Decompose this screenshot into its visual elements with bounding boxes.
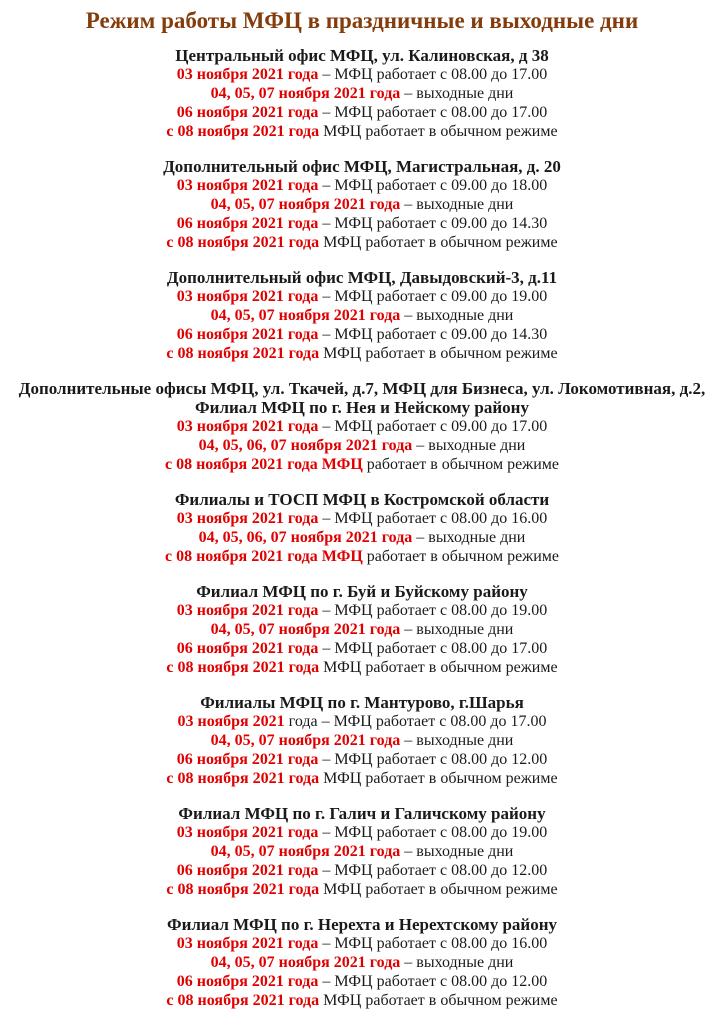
schedule-row [6,620,718,639]
office-heading [6,490,718,509]
office-heading-line: Филиалы МФЦ по г. Мантурово, г.Шарья [200,693,524,712]
schedule-row [6,436,718,455]
schedule-date: 06 ноября 2021 года [176,973,319,990]
schedule-date: 04, 05, 07 ноября 2021 года [210,196,401,213]
schedule-row [6,823,718,842]
schedule-date: с 08 ноября 2021 года [166,234,320,251]
schedule-row [6,287,718,306]
schedule-text: – выходные дни [400,621,514,638]
schedule-row [6,750,718,769]
office-heading [6,804,718,823]
schedule-date: 03 ноября 2021 года [176,602,319,619]
schedule-text: МФЦ работает в обычном режиме [319,770,558,787]
schedule-date: 03 ноября 2021 года [176,288,319,305]
page-title: Режим работы МФЦ в праздничные и выходные дни [85,8,639,33]
schedule-text: – МФЦ работает с 08.00 до 16.00 [318,510,548,527]
schedule-text: – МФЦ работает с 08.00 до 12.00 [318,862,548,879]
schedule-date: 03 ноября 2021 года [176,66,319,83]
schedule-text: – МФЦ работает с 08.00 до 12.00 [318,751,548,768]
schedule-date: 06 ноября 2021 года [176,862,319,879]
schedule-text: – выходные дни [400,954,514,971]
schedule-date: 04, 05, 07 ноября 2021 года [210,954,401,971]
schedule-text: – выходные дни [412,437,526,454]
schedule-row [6,880,718,899]
schedule-date: с 08 ноября 2021 года [166,345,320,362]
schedule-date: с 08 ноября 2021 года [166,881,320,898]
schedule-row [6,344,718,363]
schedule-date: с 08 ноября 2021 года МФЦ [164,456,363,473]
schedule-row [6,176,718,195]
office-heading [6,915,718,934]
schedule-row [6,547,718,566]
schedule-date: 03 ноября 2021 [177,713,285,730]
schedule-row [6,769,718,788]
office-section [6,379,718,474]
office-heading-line: Филиал МФЦ по г. Галич и Галичскому району [178,804,546,823]
schedule-text: – МФЦ работает с 08.00 до 19.00 [318,824,548,841]
schedule-date: 06 ноября 2021 года [176,215,319,232]
schedule-date: с 08 ноября 2021 года [166,123,320,140]
schedule-text: МФЦ работает в обычном режиме [319,992,558,1009]
schedule-date: 06 ноября 2021 года [176,326,319,343]
schedule-row [6,731,718,750]
schedule-text: МФЦ работает в обычном режиме [319,123,558,140]
office-heading-line: Филиал МФЦ по г. Нерехта и Нерехтскому району [167,915,557,934]
schedule-row [6,934,718,953]
schedule-text: – МФЦ работает с 09.00 до 14.30 [318,215,548,232]
office-heading [6,379,718,417]
schedule-text: МФЦ работает в обычном режиме [319,881,558,898]
schedule-date: 06 ноября 2021 года [176,640,319,657]
schedule-text: – МФЦ работает с 09.00 до 18.00 [318,177,548,194]
office-section [6,490,718,566]
schedule-row [6,658,718,677]
schedule-row [6,528,718,547]
schedule-row [6,509,718,528]
schedule-row [6,84,718,103]
schedule-date: 03 ноября 2021 года [176,824,319,841]
schedule-date: 03 ноября 2021 года [176,935,319,952]
office-heading [6,157,718,176]
schedule-row [6,455,718,474]
schedule-row [6,972,718,991]
schedule-date: 04, 05, 06, 07 ноября 2021 года [198,529,413,546]
office-heading-line: Дополнительные офисы МФЦ, ул. Ткачей, д.7, МФЦ для Бизнеса, ул. Локомотивная, д.2, [18,379,706,398]
schedule-text: – МФЦ работает с 08.00 до 17.00 [318,66,548,83]
schedule-text: – МФЦ работает с 09.00 до 19.00 [318,288,548,305]
office-heading [6,46,718,65]
schedule-date: 04, 05, 07 ноября 2021 года [210,732,401,749]
schedule-text: МФЦ работает в обычном режиме [319,345,558,362]
schedule-row [6,306,718,325]
schedule-text: – выходные дни [412,529,526,546]
schedule-row [6,601,718,620]
schedule-text: – выходные дни [400,85,514,102]
schedule-text: – МФЦ работает с 08.00 до 17.00 [318,104,548,121]
schedule-date: 04, 05, 06, 07 ноября 2021 года [198,437,413,454]
schedule-date: 06 ноября 2021 года [176,104,319,121]
office-heading [6,693,718,712]
office-heading [6,268,718,287]
office-heading-line: Филиал МФЦ по г. Буй и Буйскому району [196,582,528,601]
office-heading-line: Дополнительный офис МФЦ, Магистральная, д. 20 [163,157,561,176]
schedule-text: – МФЦ работает с 09.00 до 17.00 [318,418,548,435]
office-section [6,582,718,677]
schedule-row [6,842,718,861]
schedule-text: – выходные дни [400,196,514,213]
schedule-text: – выходные дни [400,843,514,860]
schedule-row [6,712,718,731]
schedule-date: с 08 ноября 2021 года [166,770,320,787]
schedule-date: 04, 05, 07 ноября 2021 года [210,843,401,860]
schedule-date: 03 ноября 2021 года [176,177,319,194]
schedule-date: 03 ноября 2021 года [176,418,319,435]
schedule-date: 04, 05, 07 ноября 2021 года [210,85,401,102]
office-section [6,804,718,899]
schedule-row [6,214,718,233]
schedule-text: – МФЦ работает с 08.00 до 12.00 [318,973,548,990]
schedule-row [6,953,718,972]
office-heading-line: Дополнительный офис МФЦ, Давыдовский-3, д.11 [166,268,558,287]
schedule-date: с 08 ноября 2021 года МФЦ [164,548,363,565]
schedule-text: – МФЦ работает с 08.00 до 17.00 [318,640,548,657]
office-heading-line: Филиал МФЦ по г. Нея и Нейскому району [195,398,529,417]
office-section [6,693,718,788]
schedule-row [6,103,718,122]
schedule-text: работает в обычном режиме [362,548,560,565]
schedule-text: МФЦ работает в обычном режиме [319,234,558,251]
schedule-date: 04, 05, 07 ноября 2021 года [210,307,401,324]
office-heading [6,582,718,601]
office-section [6,46,718,141]
schedule-date: с 08 ноября 2021 года [166,992,320,1009]
sections-container [0,46,724,1010]
schedule-text: – МФЦ работает с 08.00 до 16.00 [318,935,548,952]
schedule-text: – МФЦ работает с 08.00 до 19.00 [318,602,548,619]
schedule-text: – выходные дни [400,732,514,749]
schedule-row [6,65,718,84]
schedule-text: года – МФЦ работает с 08.00 до 17.00 [284,713,547,730]
office-heading-line: Филиалы и ТОСП МФЦ в Костромской области [174,490,550,509]
schedule-text: – выходные дни [400,307,514,324]
schedule-row [6,861,718,880]
schedule-row [6,639,718,658]
office-section [6,915,718,1010]
schedule-row [6,991,718,1010]
office-section [6,268,718,363]
schedule-date: 06 ноября 2021 года [176,751,319,768]
schedule-row [6,195,718,214]
schedule-date: 03 ноября 2021 года [176,510,319,527]
schedule-date: с 08 ноября 2021 года [166,659,320,676]
office-section [6,157,718,252]
schedule-row [6,325,718,344]
schedule-text: МФЦ работает в обычном режиме [319,659,558,676]
schedule-date: 04, 05, 07 ноября 2021 года [210,621,401,638]
schedule-row [6,233,718,252]
schedule-text: работает в обычном режиме [362,456,560,473]
schedule-row [6,122,718,141]
schedule-row [6,417,718,436]
schedule-text: – МФЦ работает с 09.00 до 14.30 [318,326,548,343]
office-heading-line: Центральный офис МФЦ, ул. Калиновская, д 38 [175,46,549,65]
